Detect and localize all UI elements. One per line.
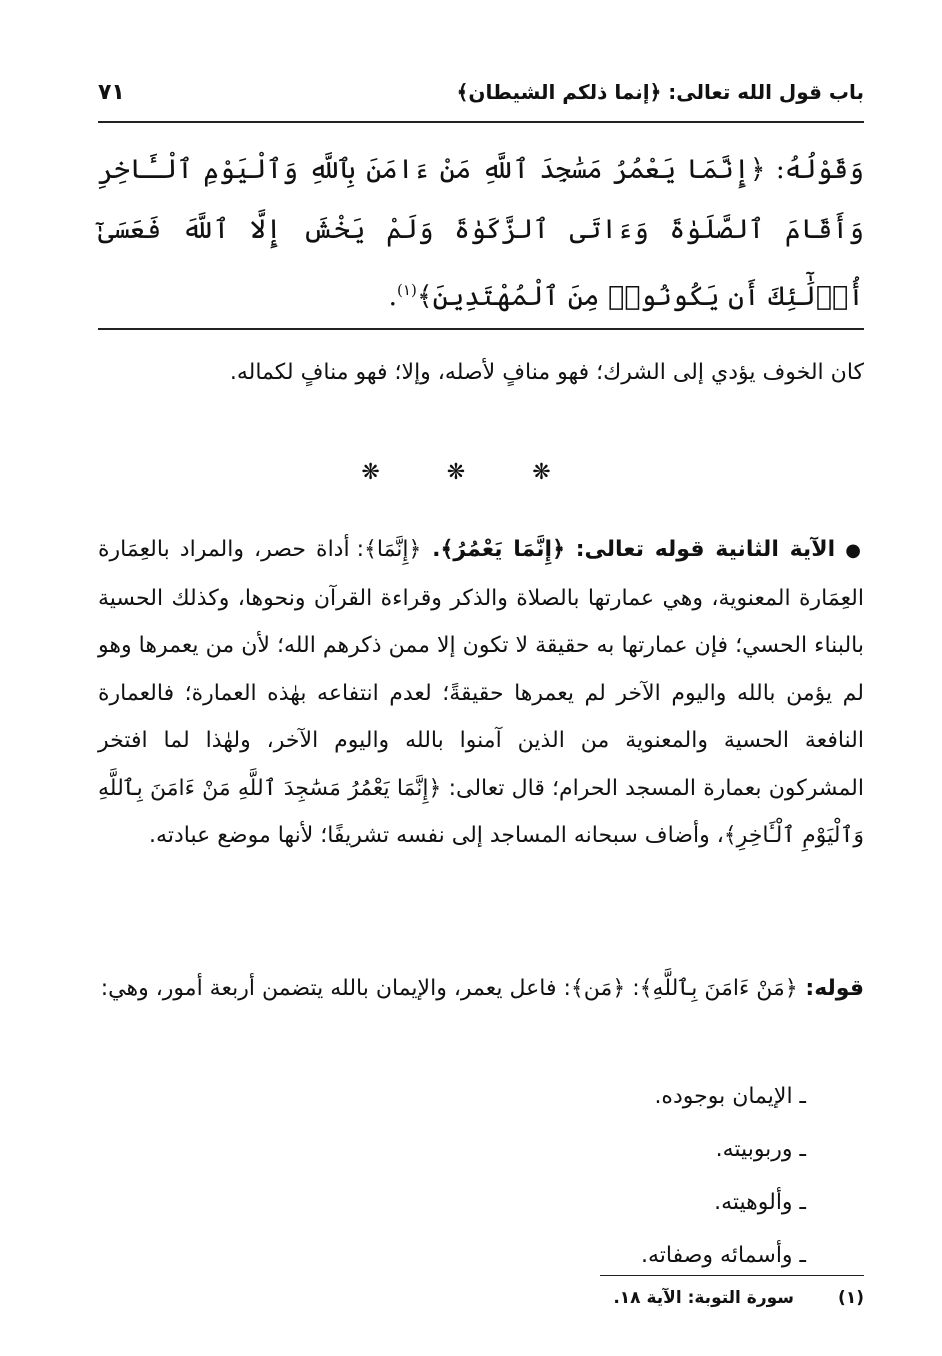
paragraph-second-verse bbox=[98, 526, 864, 860]
footnote-number: (١) bbox=[838, 1288, 864, 1308]
paragraph-heading: قوله: bbox=[797, 976, 864, 1001]
list-item: ـ وأسمائه وصفاته. bbox=[641, 1243, 806, 1268]
footnote-rule bbox=[600, 1275, 864, 1276]
footnote bbox=[98, 1288, 864, 1308]
list-item: ـ الإيمان بوجوده. bbox=[654, 1084, 806, 1109]
paragraph-iman bbox=[98, 965, 864, 1013]
verse-intro: وَقَوْلُهُ: bbox=[765, 154, 865, 185]
footnote-reference: (١) bbox=[397, 281, 417, 299]
list-item: ـ وربوبيته. bbox=[715, 1137, 806, 1162]
list-item: ـ وألوهيته. bbox=[714, 1190, 806, 1215]
quran-verse-block bbox=[98, 140, 864, 327]
header-rule bbox=[98, 121, 864, 123]
paragraph-body: ﴿مَنْ ءَامَنَ بِٱللَّهِ﴾: ﴿مَن﴾: فاعل يعمر، والإيمان بالله يتضمن أربعة أمور، وهي: bbox=[100, 976, 798, 1001]
verse-rule bbox=[98, 328, 864, 330]
paragraph-continuation: كان الخوف يؤدي إلى الشرك؛ فهو منافٍ لأصله، وإلا؛ فهو منافٍ لكماله. bbox=[229, 360, 864, 385]
section-heading: الآية الثانية قوله تعالى: ﴿إِنَّمَا يَعْمُرُ﴾. bbox=[421, 537, 836, 562]
page-number: ٧١ bbox=[98, 79, 125, 105]
paragraph-body: ﴿إِنَّمَا﴾: أداة حصر، والمراد بالعِمَارة العِمَارة المعنوية، وهي عمارتها بالصلاة والذكر وقراءة القرآن ونحوها، وكذلك الحسية بالبناء الحسي؛ فإن عمارتها به حقيقة لا تكون إلا ممن ذكرهم الله؛ لأن من يعمرها وهو لم يؤمن بالله واليوم الآخر لم يعمرها حقيقةً؛ لعدم انتفاعه بهٰذه العمارة؛ فالعمارة النافعة الحسية والمعنوية من الذين آمنوا بالله واليوم الآخر، ولهٰذا لما افتخر المشركون بعمارة المسجد الحرام؛ قال تعالى: ﴿إِنَّمَا يَعْمُرُ مَسَٰجِدَ ٱللَّهِ مَنْ ءَامَنَ بِٱللَّهِ وَٱلْيَوْمِ ٱلْـَٔاخِرِ﴾، وأضاف سبحانه المساجد إلى نفسه تشريفًا؛ لأنها موضع عبادته. bbox=[98, 537, 864, 848]
verse-end: . bbox=[388, 281, 398, 312]
verse-text: ﴿إِنَّمَا يَعْمُرُ مَسَٰجِدَ ٱللَّهِ مَنْ ءَامَنَ بِٱللَّهِ وَٱلْيَوْمِ ٱلْـَٔاخِرِ وَأَقَامَ ٱلصَّلَوٰةَ وَءَاتَى ٱلزَّكَوٰةَ وَلَمْ يَخْشَ إِلَّا ٱللَّهَ فَعَسَىٰٓ أُو۟لَٰٓئِكَ أَن يَكُونُوا۟ مِنَ ٱلْمُهْتَدِينَ﴾ bbox=[98, 154, 864, 312]
footnote-text: سورة التوبة: الآية ١٨. bbox=[613, 1288, 794, 1308]
bullet-icon: ● bbox=[845, 540, 864, 561]
running-title: باب قول الله تعالى: ﴿إنما ذلكم الشيطان﴾ bbox=[456, 80, 864, 104]
iman-list bbox=[98, 1070, 864, 1282]
section-separator: ❋ ❋ ❋ bbox=[361, 460, 581, 485]
page-header bbox=[98, 72, 864, 112]
